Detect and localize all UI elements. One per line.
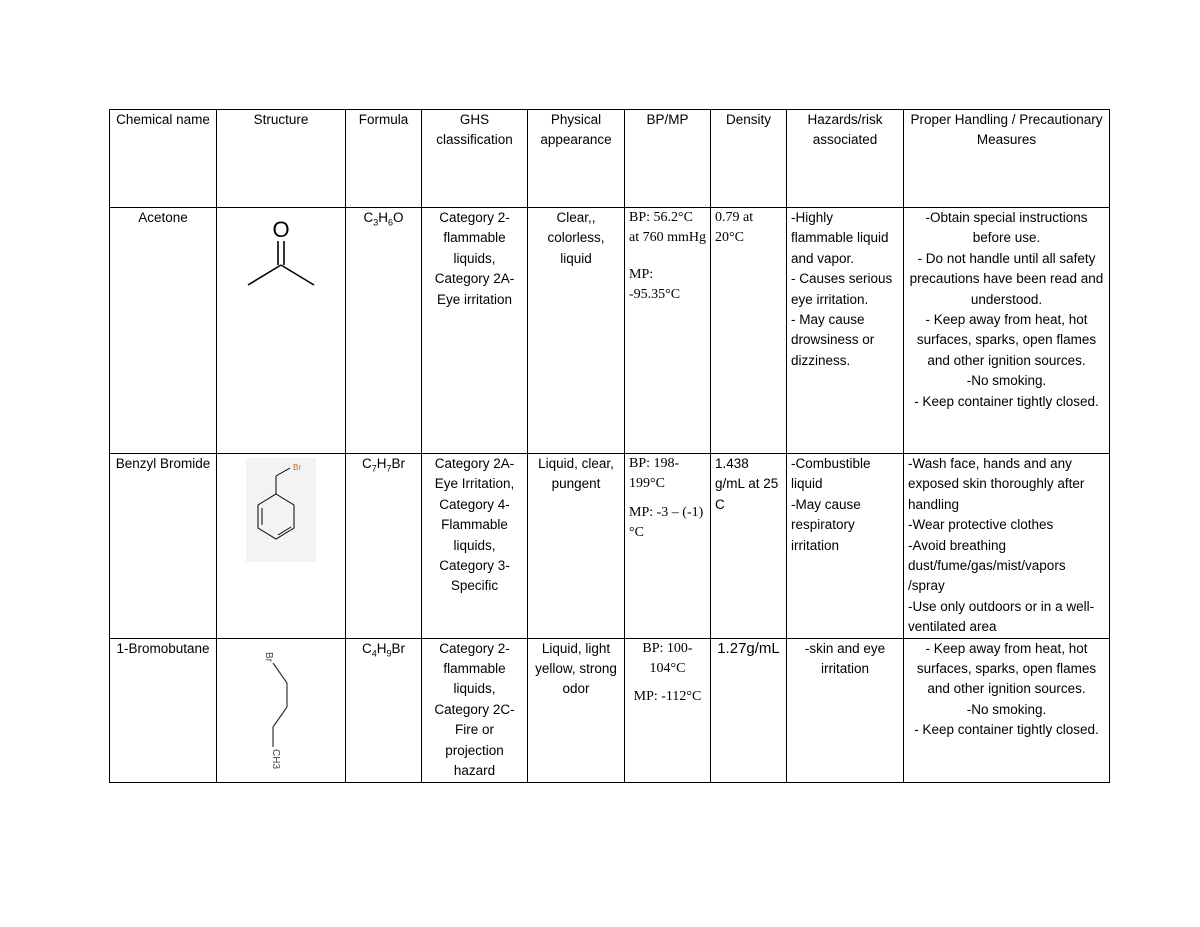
header-structure: Structure xyxy=(217,110,346,208)
header-handling: Proper Handling / Precautionary Measures xyxy=(904,110,1110,208)
melting-point: MP: -95.35°C xyxy=(629,266,681,303)
handling xyxy=(904,638,1110,782)
header-density: Density xyxy=(711,110,787,208)
hazards xyxy=(787,208,904,454)
header-row xyxy=(110,110,1110,208)
hazard-item: -Highly flammable liquid and vapor. xyxy=(791,210,889,266)
hazards xyxy=(787,454,904,639)
hazard-item: - Causes serious eye irritation. xyxy=(791,271,893,307)
melting-point: MP: -3 – (-1) °C xyxy=(629,504,704,541)
boiling-point: BP: 198-199°C xyxy=(629,456,680,492)
structure-cell xyxy=(217,454,346,639)
ghs-classification: Category 2- flammable liquids, Category 2A- Eye irritation xyxy=(422,208,528,454)
handling-item: - Keep away from heat, hot surfaces, sparks, open flames and other ignition sources. xyxy=(916,312,1097,368)
chemical-name: 1-Bromobutane xyxy=(110,638,217,782)
handling-item: -Wash face, hands and any exposed skin thoroughly after handling xyxy=(908,456,1085,512)
methyl-label: CH3 xyxy=(270,748,281,769)
handling xyxy=(904,208,1110,454)
boiling-point: BP: 100-104°C xyxy=(642,640,693,677)
table-row xyxy=(110,208,1110,454)
handling-item: - Do not handle until all safety precautions have been read and understood. xyxy=(909,250,1104,307)
header-chemical-name: Chemical name xyxy=(110,110,217,208)
bp-mp xyxy=(625,638,711,782)
oxygen-label: O xyxy=(272,217,290,242)
chemical-safety-table xyxy=(109,109,1110,783)
handling-item: -Avoid breathing dust/fume/gas/mist/vapors /spray xyxy=(908,537,1066,594)
handling-item: - Keep container tightly closed. xyxy=(914,722,1099,738)
density: 1.438 g/mL at 25 C xyxy=(711,454,787,639)
bromobutane-structure-icon xyxy=(261,649,301,769)
chemical-name: Benzyl Bromide xyxy=(110,454,217,639)
formula: $C_3H_6O$ xyxy=(346,208,422,454)
handling-item: - Keep away from heat, hot surfaces, sparks, open flames and other ignition sources. xyxy=(916,640,1097,697)
formula: $C_4H_9Br$ xyxy=(346,638,422,782)
hazard-item: - May cause drowsiness or dizziness. xyxy=(791,312,875,368)
header-ghs: GHS classification xyxy=(422,110,528,208)
boiling-point: BP: 56.2°C at 760 mmHg xyxy=(629,210,706,246)
bp-mp xyxy=(625,208,711,454)
header-formula: Formula xyxy=(346,110,422,208)
physical-appearance: Clear,, colorless, liquid xyxy=(528,208,625,454)
density: 1.27g/mL xyxy=(711,638,787,782)
physical-appearance: Liquid, clear, pungent xyxy=(528,454,625,639)
header-bp-mp: BP/MP xyxy=(625,110,711,208)
benzyl-bromide-structure-icon xyxy=(246,458,316,562)
table-row xyxy=(110,454,1110,639)
handling-item: -Use only outdoors or in a well-ventilated area xyxy=(908,598,1095,635)
structure-cell xyxy=(217,208,346,454)
hazard-item: -May cause respiratory irritation xyxy=(791,496,861,553)
acetone-structure-icon xyxy=(236,208,326,288)
structure-cell xyxy=(217,638,346,782)
handling-item: -Obtain special instructions before use. xyxy=(925,210,1088,246)
ghs-classification: Category 2A- Eye Irritation, Category 4- Flammable liquids, Category 3- Specific xyxy=(422,454,528,639)
density: 0.79 at 20°C xyxy=(711,208,787,454)
handling-item: -No smoking. xyxy=(966,701,1047,717)
melting-point: MP: -112°C xyxy=(633,689,702,705)
hazards xyxy=(787,638,904,782)
header-appearance: Physical appearance xyxy=(528,110,625,208)
table-row xyxy=(110,638,1110,782)
ghs-classification: Category 2- flammable liquids, Category 2C- Fire or projection hazard xyxy=(422,638,528,782)
handling-item: -No smoking. xyxy=(966,373,1047,389)
bromine-label: Br xyxy=(293,463,301,472)
handling xyxy=(904,454,1110,639)
hazard-item: -skin and eye irritation xyxy=(804,640,886,677)
hazard-item: -Combustible liquid xyxy=(791,456,871,492)
physical-appearance: Liquid, light yellow, strong odor xyxy=(528,638,625,782)
header-hazards: Hazards/risk associated xyxy=(787,110,904,208)
formula: $C_7H_7Br$ xyxy=(346,454,422,639)
handling-item: - Keep container tightly closed. xyxy=(914,393,1099,409)
bromine-label: Br xyxy=(263,651,274,662)
bp-mp xyxy=(625,454,711,639)
chemical-name: Acetone xyxy=(110,208,217,454)
handling-item: -Wear protective clothes xyxy=(908,517,1054,533)
